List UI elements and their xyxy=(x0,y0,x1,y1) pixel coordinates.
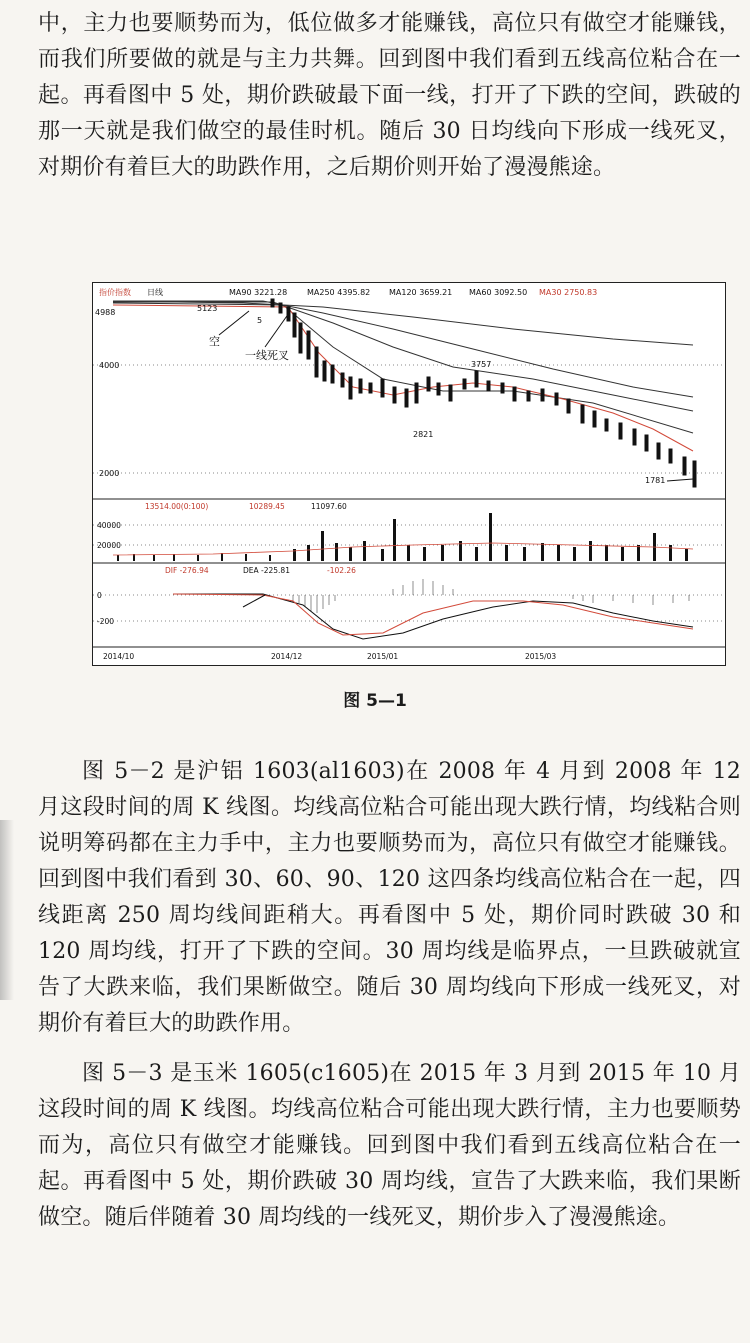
candle xyxy=(657,443,660,459)
figure-caption: 图 5—1 xyxy=(343,691,407,711)
note-death-cross: 一线死叉 xyxy=(245,349,289,362)
chart-svg xyxy=(93,283,725,665)
candle xyxy=(271,299,274,307)
volume-label-a: 13514.00(0:100) xyxy=(145,502,209,511)
candle xyxy=(381,379,384,397)
candle xyxy=(359,379,362,393)
ma60-label: MA60 3092.50 xyxy=(469,288,528,297)
candle xyxy=(299,323,302,353)
candle xyxy=(427,377,430,391)
candle xyxy=(449,385,452,401)
candle xyxy=(437,383,440,395)
macd-val: -102.26 xyxy=(327,566,356,575)
volume-axis-20000: 20000 xyxy=(97,541,121,550)
price-axis xyxy=(99,361,119,478)
price-axis-4000: 4000 xyxy=(99,361,120,370)
candle xyxy=(405,389,408,407)
note-short: 空 xyxy=(209,335,220,348)
chart-header xyxy=(99,287,597,297)
index-name: 指价指数 xyxy=(99,288,131,297)
candle xyxy=(693,461,696,487)
date-2015-03: 2015/03 xyxy=(525,652,557,661)
label-4988: 4988 xyxy=(95,308,116,317)
candle xyxy=(619,423,622,439)
macd-dif-line xyxy=(173,594,693,635)
candle xyxy=(415,383,418,403)
macd-dif: DIF -276.94 xyxy=(165,566,209,575)
arrow-low xyxy=(667,479,693,481)
candle xyxy=(567,399,570,413)
price-annotations xyxy=(95,304,665,485)
candle xyxy=(633,429,636,445)
ma60-line xyxy=(113,303,693,433)
macd-axis xyxy=(97,591,114,626)
ma250-label: MA250 4395.82 xyxy=(307,288,371,297)
period-label: 日线 xyxy=(147,288,163,297)
macd-axis-minus200: -200 xyxy=(97,617,115,626)
candle xyxy=(593,411,596,427)
candle xyxy=(293,313,296,337)
candle xyxy=(555,393,558,405)
label-3757: 3757 xyxy=(471,360,492,369)
candle xyxy=(513,387,516,401)
candle xyxy=(527,391,530,401)
date-2014-12: 2014/12 xyxy=(271,652,303,661)
volume-axis xyxy=(97,521,121,550)
label-1781: 1781 xyxy=(645,476,666,485)
candle xyxy=(279,303,282,313)
candle xyxy=(307,331,310,359)
date-2014-10: 2014/10 xyxy=(103,652,135,661)
macd-dea: DEA -225.81 xyxy=(243,566,290,575)
label-mark-5: 5 xyxy=(257,316,263,325)
candle xyxy=(341,373,344,387)
arrow-death-cross xyxy=(265,313,289,347)
macd-header xyxy=(165,566,356,575)
macd-arrow xyxy=(243,595,265,607)
ma120-label: MA120 3659.21 xyxy=(389,288,453,297)
volume-axis-40000: 40000 xyxy=(97,521,121,530)
candle xyxy=(315,347,318,377)
label-5123: 5123 xyxy=(197,304,218,313)
candle xyxy=(323,361,326,381)
ma90-label: MA90 3221.28 xyxy=(229,288,288,297)
candle xyxy=(393,387,396,403)
candle xyxy=(349,377,352,399)
label-2821: 2821 xyxy=(413,430,434,439)
date-2015-01: 2015/01 xyxy=(367,652,399,661)
ma90-line xyxy=(113,302,693,411)
candle xyxy=(331,365,334,383)
date-axis xyxy=(103,652,556,661)
arrow-short xyxy=(219,311,249,335)
candle xyxy=(541,389,544,401)
candle xyxy=(581,405,584,423)
paragraph-3: 图 5－3 是玉米 1605(c1605)在 2015 年 3 月到 2015 年 10 月这段时间的周 K 线图。均线高位粘合可能出现大跌行情，主力也要顺势而为，高位只有做空才能赚钱。回到图中我们看到五线高位粘合在一起。再看图中 5 处，期价跌破 30 周均线，宣告了大跌来临，我们果断做空。随后伴随着 30 周均线的一线死叉，期价步入了漫漫熊途。 xyxy=(38,1061,741,1230)
candle xyxy=(487,381,490,391)
annotation-notes xyxy=(209,334,289,362)
candle xyxy=(369,383,372,393)
candle xyxy=(501,383,504,393)
volume-label-b: 10289.45 xyxy=(249,502,285,511)
candle xyxy=(645,435,648,451)
annotation-arrows xyxy=(219,311,693,481)
candle xyxy=(669,449,672,463)
macd-dea-line xyxy=(173,594,693,639)
price-chart-figure xyxy=(92,282,726,666)
candlesticks xyxy=(271,299,696,487)
gridlines xyxy=(93,365,725,621)
volume-label-c: 11097.60 xyxy=(311,502,347,511)
price-axis-2000: 2000 xyxy=(99,469,120,478)
paragraph-2: 图 5－2 是沪铝 1603(al1603)在 2008 年 4 月到 2008 年 12 月这段时间的周 K 线图。均线高位粘合可能出现大跌行情，均线粘合则说明筹码都在主力手中，主力也要顺势而为，高位只有做空才能赚钱。回到图中我们看到 30、60、90、120 这四条均线高位粘合在一起，四线距离 250 周均线间距稍大。再看图中 5 处，期价同时跌破 30 和 120 周均线，打开了下跌的空间。30 周均线是临界点，一旦跌破就宣告了大跌来临，我们果断做空。随后 30 周均线向下形成一线死叉，对期价有着巨大的助跌作用。 xyxy=(38,759,741,1036)
candle xyxy=(463,379,466,389)
candle xyxy=(605,419,608,431)
paragraph-1: 中，主力也要顺势而为，低位做多才能赚钱，高位只有做空才能赚钱，而我们所要做的就是与主力共舞。回到图中我们看到五线高位粘合在一起。再看图中 5 处，期价跌破最下面一线，打开了下跌的空间，跌破的那一天就是我们做空的最佳时机。随后 30 日均线向下形成一线死叉，对期价有着巨大的助跌作用，之后期价则开始了漫漫熊途。 xyxy=(38,11,741,180)
candle xyxy=(475,371,478,387)
candle xyxy=(683,457,686,475)
volume-header xyxy=(145,502,347,511)
ma30-label: MA30 2750.83 xyxy=(539,288,598,297)
page-edge-shadow xyxy=(0,820,14,1000)
macd-axis-0: 0 xyxy=(97,591,102,600)
